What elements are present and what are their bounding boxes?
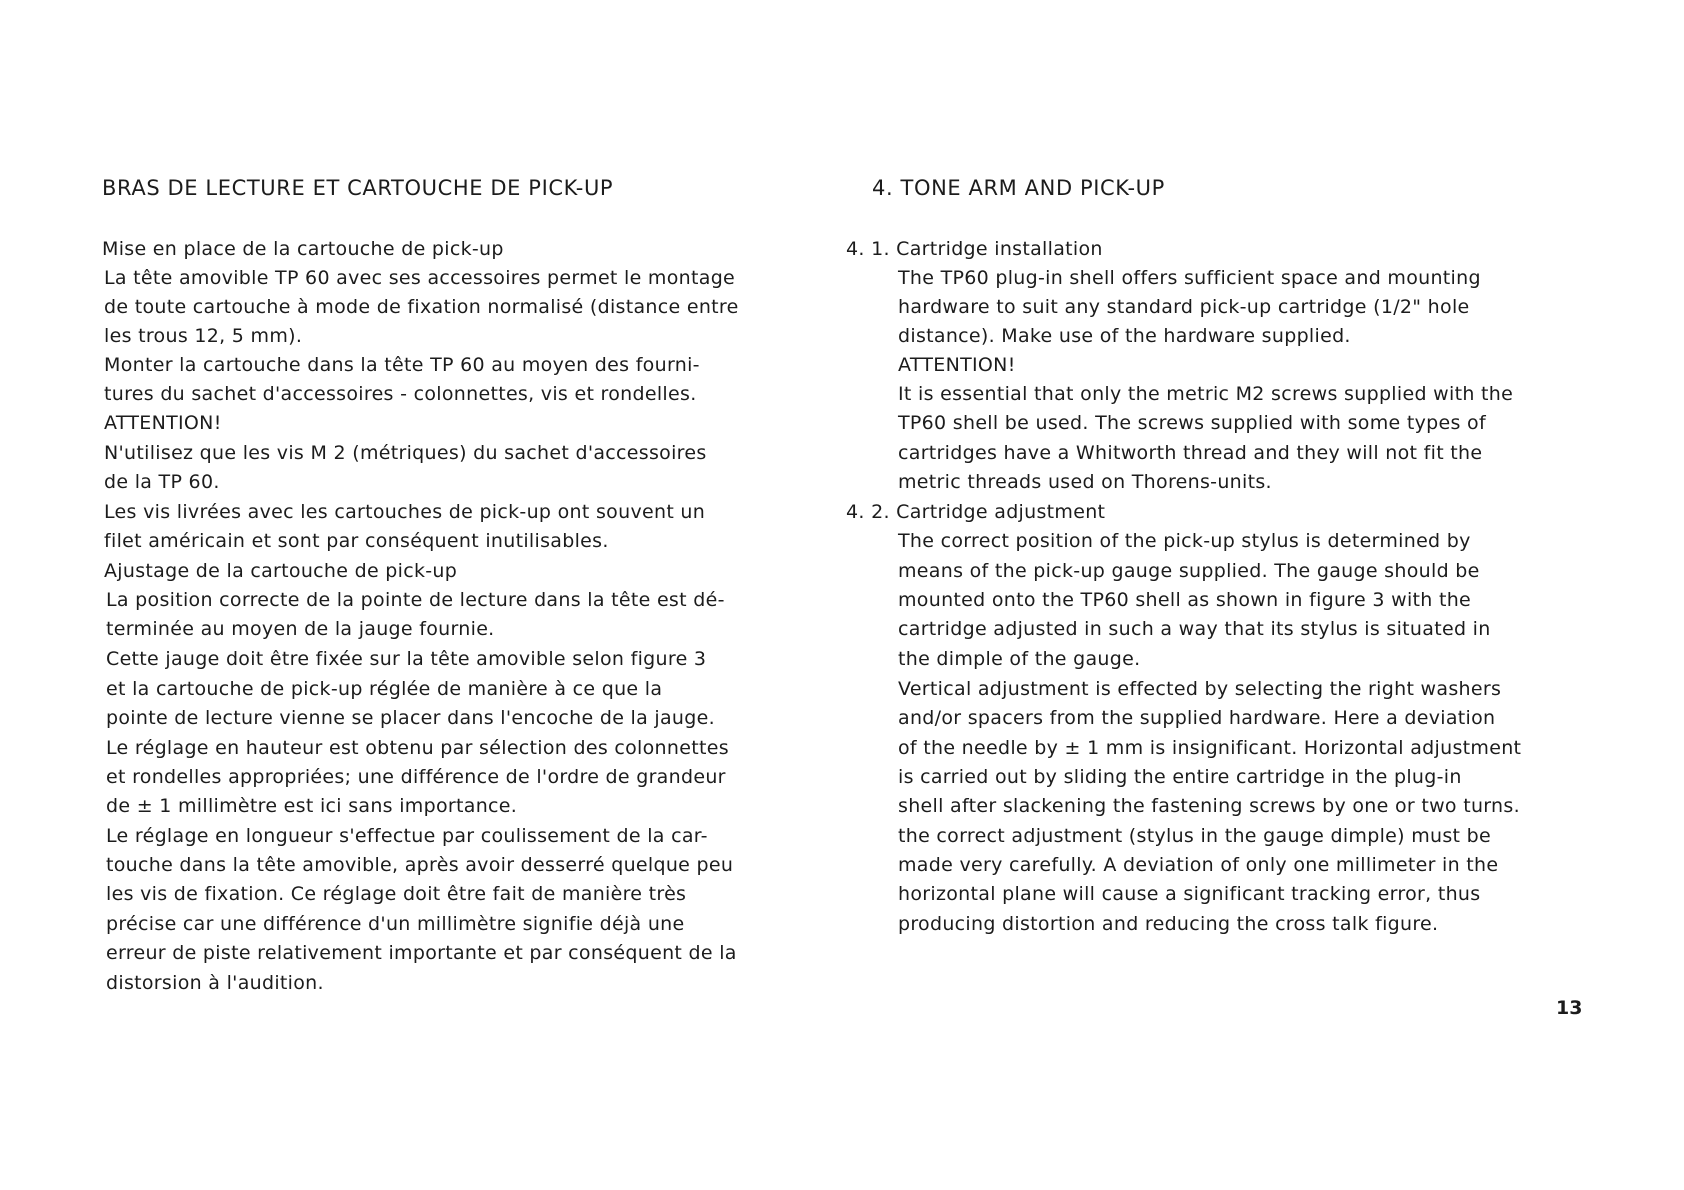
page-number: 13 [1556, 997, 1583, 1019]
english-subheading-adjustment: 4. 2. Cartridge adjustment [846, 501, 1106, 523]
french-text-line: Les vis livrées avec les cartouches de pick-up ont souvent un [104, 501, 706, 523]
french-text-line: de toute cartouche à mode de fixation normalisé (distance entre [104, 296, 739, 318]
english-text-line: The correct position of the pick-up stylus is determined by [898, 530, 1471, 552]
french-text-line: filet américain et sont par conséquent inutilisables. [104, 530, 609, 552]
french-text-line: Monter la cartouche dans la tête TP 60 au moyen des fourni- [104, 354, 700, 376]
english-text-line: is carried out by sliding the entire cartridge in the plug-in [898, 766, 1462, 788]
english-text-line: It is essential that only the metric M2 screws supplied with the [898, 383, 1514, 405]
english-text-line: Vertical adjustment is effected by selecting the right washers [898, 678, 1502, 700]
english-text-line: means of the pick-up gauge supplied. The gauge should be [898, 560, 1480, 582]
french-text-line: les vis de fixation. Ce réglage doit être fait de manière très [106, 883, 687, 905]
english-text-line: cartridges have a Whitworth thread and they will not fit the [898, 442, 1483, 464]
french-text-line: tures du sachet d'accessoires - colonnettes, vis et rondelles. [104, 383, 697, 405]
english-text-line: metric threads used on Thorens-units. [898, 471, 1272, 493]
french-text-line: et rondelles appropriées; une différence de l'ordre de grandeur [106, 766, 726, 788]
french-heading: BRAS DE LECTURE ET CARTOUCHE DE PICK-UP [102, 176, 614, 200]
english-heading: 4. TONE ARM AND PICK-UP [872, 176, 1165, 200]
english-text-line: and/or spacers from the supplied hardware. Here a deviation [898, 707, 1496, 729]
french-text-line: de la TP 60. [104, 471, 220, 493]
french-text-line: touche dans la tête amovible, après avoir desserré quelque peu [106, 854, 734, 876]
french-subheading-installation: Mise en place de la cartouche de pick-up [102, 238, 504, 260]
english-text-line: shell after slackening the fastening screws by one or two turns. [898, 795, 1520, 817]
french-text-line: et la cartouche de pick-up réglée de manière à ce que la [106, 678, 663, 700]
french-text-line: précise car une différence d'un millimètre signifie déjà une [106, 913, 685, 935]
french-text-line: terminée au moyen de la jauge fournie. [106, 618, 495, 640]
french-text-line: Cette jauge doit être fixée sur la tête amovible selon figure 3 [106, 648, 707, 670]
english-text-line: horizontal plane will cause a significant tracking error, thus [898, 883, 1481, 905]
english-text-line: cartridge adjusted in such a way that its stylus is situated in [898, 618, 1491, 640]
french-text-line: Le réglage en longueur s'effectue par coulissement de la car- [106, 825, 708, 847]
english-subheading-installation: 4. 1. Cartridge installation [846, 238, 1103, 260]
french-subheading-adjustment: Ajustage de la cartouche de pick-up [104, 560, 458, 582]
english-text-line: mounted onto the TP60 shell as shown in figure 3 with the [898, 589, 1472, 611]
english-text-line: hardware to suit any standard pick-up cartridge (1/2" hole [898, 296, 1470, 318]
english-text-line: made very carefully. A deviation of only one millimeter in the [898, 854, 1499, 876]
french-text-line: La position correcte de la pointe de lecture dans la tête est dé- [106, 589, 725, 611]
french-text-line: pointe de lecture vienne se placer dans l'encoche de la jauge. [106, 707, 715, 729]
english-text-line: the correct adjustment (stylus in the gauge dimple) must be [898, 825, 1491, 847]
french-text-line: de ± 1 millimètre est ici sans importance. [106, 795, 518, 817]
english-text-line: the dimple of the gauge. [898, 648, 1141, 670]
french-text-line: N'utilisez que les vis M 2 (métriques) du sachet d'accessoires [104, 442, 707, 464]
english-text-line: producing distortion and reducing the cross talk figure. [898, 913, 1439, 935]
french-text-line: erreur de piste relativement importante et par conséquent de la [106, 942, 737, 964]
french-text-line: distorsion à l'audition. [106, 972, 324, 994]
english-text-line: The TP60 plug-in shell offers sufficient space and mounting [898, 267, 1481, 289]
english-attention: ATTENTION! [898, 354, 1016, 376]
french-text-line: les trous 12, 5 mm). [104, 325, 303, 347]
french-text-line: Le réglage en hauteur est obtenu par sélection des colonnettes [106, 737, 729, 759]
english-text-line: distance). Make use of the hardware supplied. [898, 325, 1351, 347]
english-text-line: TP60 shell be used. The screws supplied with some types of [898, 412, 1486, 434]
french-attention: ATTENTION! [104, 412, 222, 434]
french-text-line: La tête amovible TP 60 avec ses accessoires permet le montage [104, 267, 736, 289]
english-text-line: of the needle by ± 1 mm is insignificant. Horizontal adjustment [898, 737, 1522, 759]
